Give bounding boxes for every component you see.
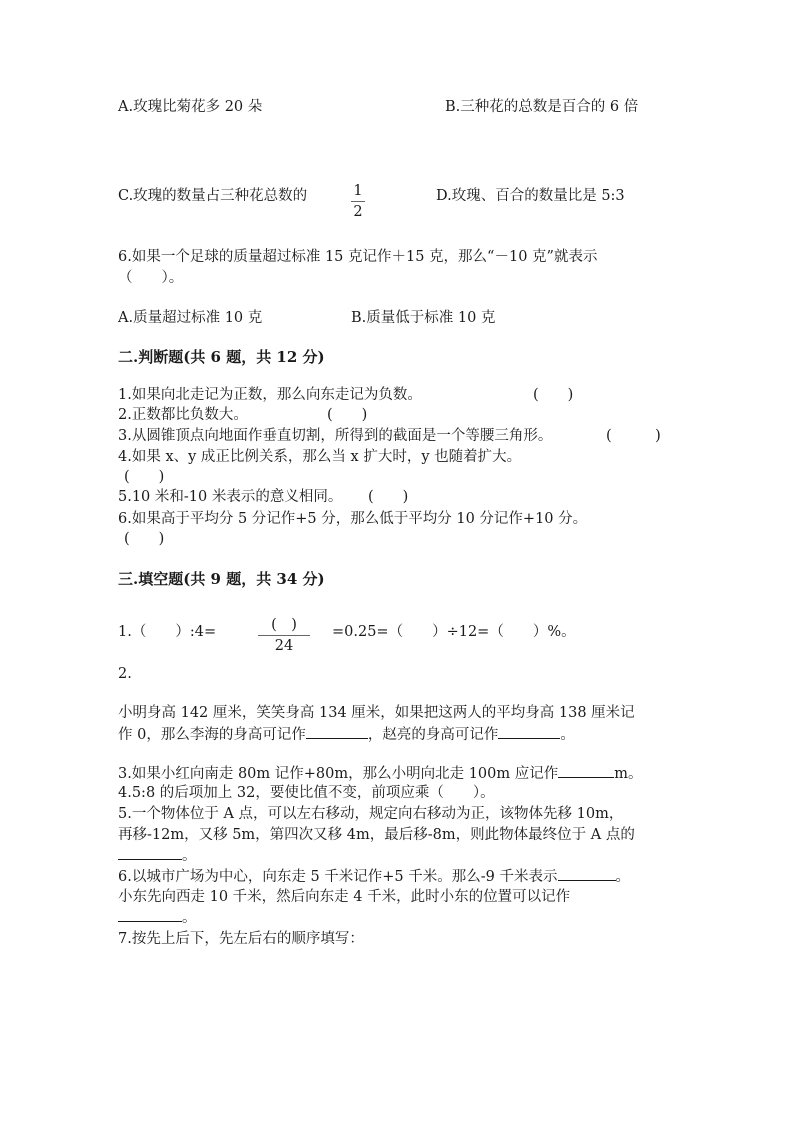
fill-q7: 7.按先上后下，先左后右的顺序填写： <box>118 931 364 947</box>
fill-q6-line2: 小东先向西走 10 千米，然后向东走 4 千米，此时小东的位置可以记作 <box>118 889 571 905</box>
section3-title: 三.填空题(共 9 题，共 34 分) <box>118 570 325 588</box>
fraction-numerator: ( ) <box>271 617 297 633</box>
judge-item-1-paren: ( ) <box>533 387 574 403</box>
q5-option-c: C.玫瑰的数量占三种花总数的 <box>118 188 308 204</box>
fill-q2-line2 <box>118 724 575 745</box>
fill-q2-line1: 小明身高 142 厘米，笑笑身高 134 厘米，如果把这两人的平均身高 138 厘米记 <box>118 705 635 721</box>
judge-item-3: 3.从圆锥顶点向地面作垂直切割，所得到的截面是一个等腰三角形。 <box>118 428 553 444</box>
judge-item-5: 5.10 米和-10 米表示的意义相同。 <box>118 489 343 505</box>
q6-option-b: B.质量低于标准 10 克 <box>351 310 496 326</box>
fill-q4: 4.5:8 的后项加上 32，要使比值不变，前项应乘（ ）。 <box>118 785 495 801</box>
fill-q6-end: 。 <box>182 910 197 926</box>
fill-q3-text-a: 3.如果小红向南走 80m 记作+80m，那么小明向北走 100m 应记作 <box>118 766 559 782</box>
fill-q6-line3 <box>118 907 197 928</box>
q5-option-c-fraction <box>351 182 365 221</box>
fill-q5-line2: 再移-12m，又移 5m，第四次又移 4m，最后移-8m，则此物体最终位于 A 点的 <box>118 827 635 843</box>
fill-q5-end: 。 <box>182 848 197 864</box>
fraction-denominator: 24 <box>274 638 294 654</box>
fill-q2-number: 2. <box>118 666 132 682</box>
judge-item-6-paren: ( ) <box>124 531 165 547</box>
fill-q2-blank-1[interactable] <box>306 724 368 739</box>
q6-stem-line1: 6.如果一个足球的质量超过标准 15 克记作＋15 克，那么“－10 克”就表示 <box>118 249 598 265</box>
fill-q3 <box>118 763 643 784</box>
fill-q1-fraction <box>258 616 310 655</box>
judge-item-2: 2.正数都比负数大。 <box>118 407 248 423</box>
judge-item-4-paren: ( ) <box>124 469 165 485</box>
fill-q6-line1 <box>118 866 630 887</box>
fill-q6-text-a: 6.以城市广场为中心，向东走 5 千米记作+5 千米。那么-9 千米表示 <box>118 869 558 885</box>
fill-q2-blank-2[interactable] <box>498 724 560 739</box>
judge-item-4: 4.如果 x、y 成正比例关系，那么当 x 扩大时，y 也随着扩大。 <box>118 449 522 465</box>
fill-q1-part1: 1.（ ）:4= <box>118 624 217 640</box>
fraction-bar <box>258 635 310 636</box>
judge-item-5-paren: ( ) <box>368 489 409 505</box>
q5-option-d: D.玫瑰、百合的数量比是 5:3 <box>436 188 625 204</box>
fill-q2-text-b: ，赵亮的身高可记作 <box>367 727 499 743</box>
fill-q5-line1: 5.一个物体位于 A 点，可以左右移动，规定向右移动为正，该物体先移 10m， <box>118 806 624 822</box>
judge-item-6: 6.如果高于平均分 5 分记作+5 分，那么低于平均分 10 分记作+10 分。 <box>118 511 588 527</box>
fill-q6-text-b: 。 <box>615 869 630 885</box>
fill-q6-blank-1[interactable] <box>558 866 616 881</box>
fill-q1-part2: =0.25=（ ）÷12=（ ）%。 <box>332 624 576 640</box>
fill-q2-text-c: 。 <box>560 727 575 743</box>
fraction-denominator: 2 <box>353 204 363 220</box>
judge-item-2-paren: ( ) <box>327 407 368 423</box>
q5-option-b: B.三种花的总数是百合的 6 倍 <box>445 99 639 115</box>
judge-item-3-paren: ( ) <box>606 428 661 444</box>
fill-q3-blank[interactable] <box>558 763 614 778</box>
fill-q2-text-a: 作 0，那么李海的身高可记作 <box>118 727 306 743</box>
fill-q6-blank-2[interactable] <box>118 907 182 922</box>
fraction-bar <box>351 201 365 202</box>
q6-stem-line2: （ ）。 <box>118 270 184 286</box>
fill-q5-line3 <box>118 845 197 866</box>
judge-item-1: 1.如果向北走记为正数，那么向东走记为负数。 <box>118 387 422 403</box>
q5-option-a: A.玫瑰比菊花多 20 朵 <box>118 99 263 115</box>
q6-option-a: A.质量超过标准 10 克 <box>118 310 263 326</box>
fill-q5-blank[interactable] <box>118 845 182 860</box>
section2-title: 二.判断题(共 6 题，共 12 分) <box>118 348 325 366</box>
fill-q3-text-b: m。 <box>614 766 643 782</box>
fraction-numerator: 1 <box>353 183 363 199</box>
